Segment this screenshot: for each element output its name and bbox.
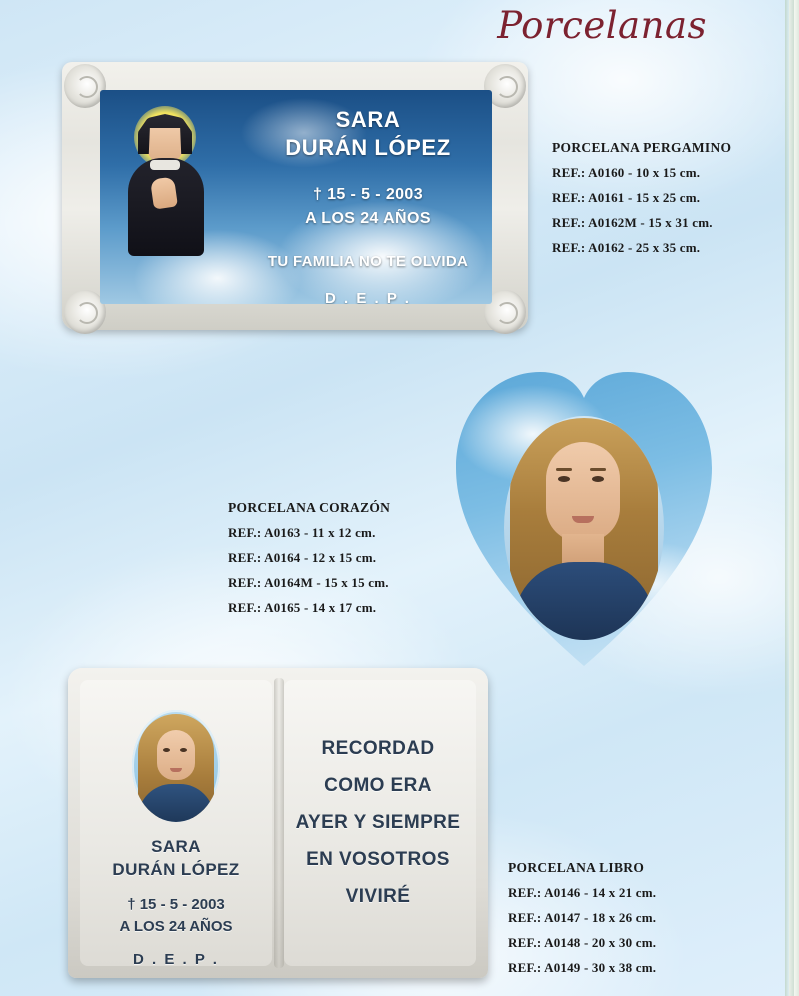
book-dates	[82, 894, 270, 939]
reference-block-pergamino	[552, 140, 731, 265]
portrait-brow-right	[590, 468, 606, 471]
reference-line: REF.: A0162M - 15 x 31 cm.	[552, 215, 713, 230]
book-name-line2: DURÁN LÓPEZ	[112, 859, 240, 879]
reference-line: REF.: A0147 - 18 x 26 cm.	[508, 910, 657, 925]
reference-title-corazon: PORCELANA CORAZÓN	[228, 500, 391, 515]
portrait-eye-left	[558, 476, 570, 482]
portrait-face	[546, 442, 620, 542]
pergamino-age-line: A LOS 24 AÑOS	[305, 210, 431, 227]
saint-collar	[150, 160, 180, 170]
book-portrait-eye-left	[163, 748, 170, 752]
book-verse-line5: VIVIRÉ	[345, 886, 411, 908]
reference-line: REF.: A0165 - 14 x 17 cm.	[228, 600, 377, 615]
book-portrait-photo	[132, 710, 220, 822]
saint-praying-hands	[150, 176, 178, 209]
reference-line: REF.: A0146 - 14 x 21 cm.	[508, 885, 657, 900]
reference-title-pergamino: PORCELANA PERGAMINO	[552, 140, 732, 155]
libro-plaque	[68, 668, 488, 978]
pergamino-name-line2: DURÁN LÓPEZ	[285, 134, 451, 160]
reference-line: REF.: A0161 - 15 x 25 cm.	[552, 190, 701, 205]
reference-line: REF.: A0164M - 15 x 15 cm.	[228, 575, 389, 590]
book-age-line: A LOS 24 AÑOS	[119, 918, 233, 936]
reference-line: REF.: A0160 - 10 x 15 cm.	[552, 165, 701, 180]
reference-block-libro	[508, 860, 656, 985]
heart-shape	[456, 368, 712, 668]
reference-title-libro: PORCELANA LIBRO	[508, 860, 645, 875]
portrait-mouth	[572, 516, 594, 523]
portrait-photo-woman	[504, 416, 664, 640]
book-verse-line1: RECORDAD	[321, 738, 435, 759]
book-portrait-eye-right	[180, 748, 187, 752]
corazon-plaque	[456, 368, 712, 668]
book-left-inscription	[82, 836, 270, 968]
book-verse-line2: COMO ERA	[324, 775, 432, 797]
portrait-brow-left	[556, 468, 572, 471]
pergamino-name-line1: SARA	[335, 107, 401, 132]
reference-block-corazon	[228, 500, 390, 625]
reference-line: REF.: A0164 - 12 x 15 cm.	[228, 550, 377, 565]
reference-line: REF.: A0148 - 20 x 30 cm.	[508, 935, 657, 950]
pergamino-plaque	[62, 52, 528, 340]
book-date-line: † 15 - 5 - 2003	[127, 895, 225, 913]
pergamino-date-line: † 15 - 5 - 2003	[312, 186, 424, 203]
reference-line: REF.: A0162 - 25 x 35 cm.	[552, 240, 701, 255]
book-dep: D . E . P .	[133, 950, 219, 968]
book-verse-line3: AYER Y SIEMPRE	[295, 812, 461, 834]
pergamino-dep: D . E . P .	[325, 290, 411, 304]
book-name-line1: SARA	[151, 837, 201, 856]
pergamino-name	[250, 106, 486, 161]
pergamino-sky-image	[100, 90, 492, 304]
book-verse-line4: EN VOSOTROS	[306, 849, 450, 871]
portrait-eye-right	[592, 476, 604, 482]
pergamino-message: TU FAMILIA NO TE OLVIDA	[267, 253, 469, 270]
reference-line: REF.: A0149 - 30 x 38 cm.	[508, 960, 657, 975]
page-edge-strip-inner	[794, 0, 799, 996]
book-right-verse	[282, 730, 474, 915]
book-portrait-face	[157, 730, 195, 780]
saint-figure-illustration	[114, 106, 218, 256]
pergamino-dates	[250, 183, 486, 231]
reference-line: REF.: A0163 - 11 x 12 cm.	[228, 525, 376, 540]
pergamino-inscription	[250, 106, 486, 304]
book-name	[82, 836, 270, 882]
page-title: Porcelanas	[497, 4, 707, 47]
